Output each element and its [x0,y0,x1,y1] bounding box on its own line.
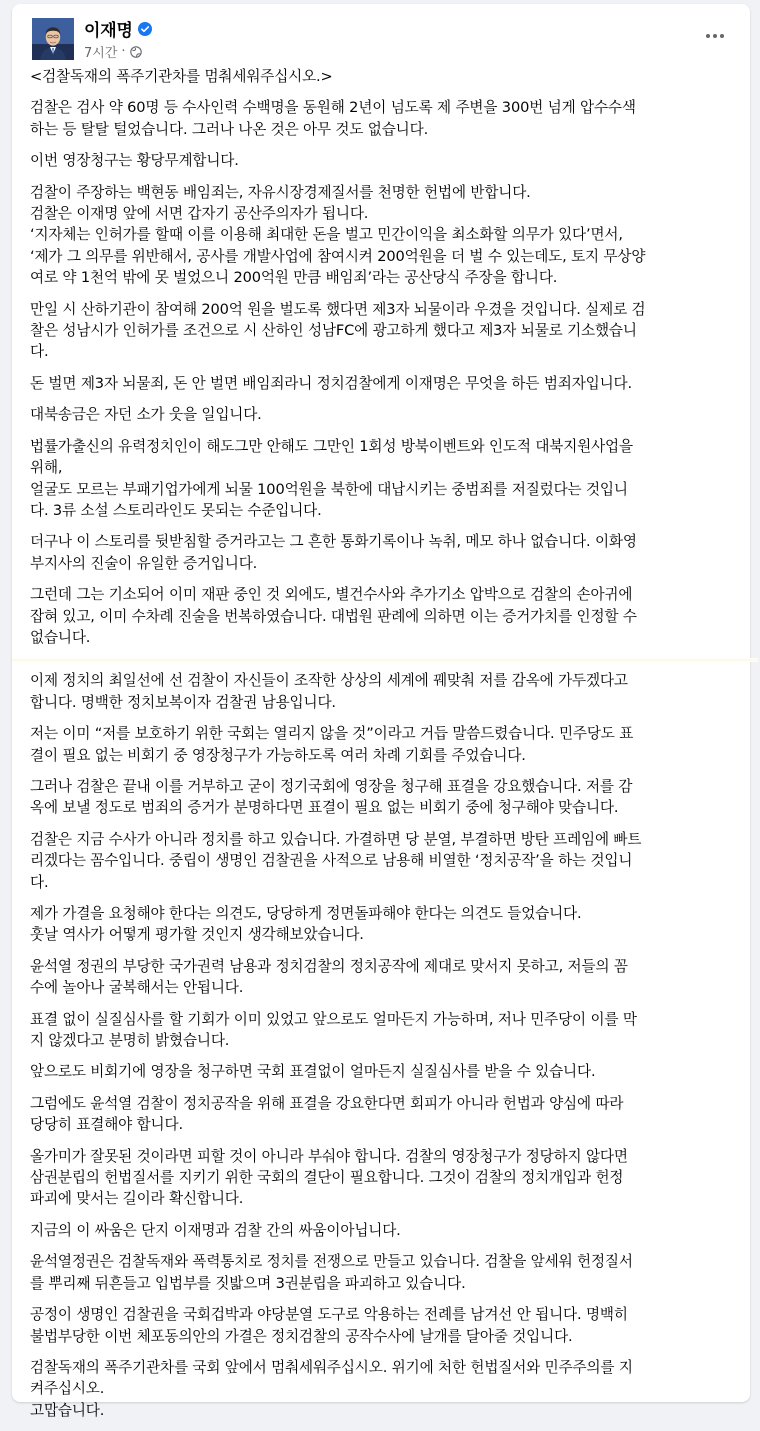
post-paragraph: 검찰독재의 폭주기관차를 국회 앞에서 멈춰세워주십시오. 위기에 처한 헌법질서와 민주주의를 지 켜주십시오. 고맙습니다. [30,1358,633,1419]
post-paragraph: 만일 시 산하기관이 참여해 200억 원을 벌도록 했다면 제3자 뇌물이라 우겼을 것입니다. 실제로 검 찰은 성남시가 인허가를 조건으로 시 산하인 성남FC에 광고하게 했다고 제3자 뇌물로 기소했습니 다. [30,300,646,361]
post-title: <검찰독재의 폭주기관차를 멈춰세워주십시오.> [30,68,333,85]
author-row [84,17,152,39]
post-paragraph: 공정이 생명인 검찰권을 국회겁박과 야당분열 도구로 악용하는 전례를 남겨선 안 됩니다. 명백히 불법부당한 이번 체포동의안의 가결은 정치검찰의 공작수사에 날개를 달아줄 것입니다. [30,1306,628,1345]
post-paragraph: 법률가출신의 유력정치인이 해도그만 안해도 그만인 1회성 방북이벤트와 인도적 대북지원사업을 위해, 얼굴도 모르는 부패기업가에게 뇌물 100억원을 북한에 대납시키는 중범죄를 저질렀다는 것입니 다. 3류 소설 스토리라인도 못되는 수준입니다. [30,437,633,519]
post-time[interactable]: 7시간 [84,46,118,61]
section-divider [12,658,758,662]
post-paragraph: 제가 가결을 요청해야 한다는 의견도, 당당하게 정면돌파해야 한다는 의견도 들었습니다. 훗날 역사가 어떻게 평가할 것인지 생각해보았습니다. [30,905,582,944]
post-paragraph: 그러나 검찰은 끝내 이를 거부하고 굳이 정기국회에 영장을 청구해 표결을 강요했습니다. 저를 감 옥에 보낼 정도로 범죄의 증거가 분명하다면 표결이 필요 없는 비회기 중에 청구해야 맞습니다. [30,777,633,817]
post-body [30,66,740,1431]
post-paragraph: 지금의 이 싸움은 단지 이재명과 검찰 간의 싸움이아닙니다. [30,1221,401,1239]
post-paragraph: 올가미가 잘못된 것이라면 피할 것이 아니라 부숴야 합니다. 검찰의 영장청구가 정당하지 않다면 삼권분립의 헌법질서를 지키기 위한 국회의 결단이 필요합니다. 그것이 검찰의 정치개입과 헌정 파괴에 맞서는 길이라 확신합니다. [30,1147,628,1208]
post-paragraph: 저는 이미 “저를 보호하기 위한 국회는 열리지 않을 것”이라고 거듭 말씀드렸습니다. 민주당도 표 결이 필요 없는 비회기 중 영장청구가 가능하도록 여러 차례 기회를 주었습니다. [30,725,634,764]
post-paragraph: 검찰이 주장하는 백현동 배임죄는, 자유시장경제질서를 천명한 헌법에 반합니다. 검찰은 이재명 앞에 서면 갑자기 공산주의자가 됩니다. ‘지자체는 인허가를 할때 이를 이용해 최대한 돈을 벌고 민간이익을 최소화할 의무가 있다’면서, ‘제가 그 의무를 위반해서, 공사를 개발사업에 참여시켜 200억원을 더 벌 수 있는데도, 토지 무상양 여로 약 1천억 밖에 못 벌었으니 200억원 만큼 배임죄’라는 공산당식 주장을 합니다. [30,183,646,287]
post-paragraph: 표결 없이 실질심사를 할 기회가 이미 있었고 앞으로도 얼마든지 가능하며, 저나 민주당이 이를 막 지 않겠다고 분명히 밝혔습니다. [30,1010,637,1050]
post-paragraph: 검찰은 검사 약 60명 등 수사인력 수백명을 동원해 2년이 넘도록 제 주변을 300번 넘게 압수수색 하는 등 탈탈 털었습니다. 그러나 나온 것은 아무 것도 없습니다. [30,99,636,138]
meta-separator: · [121,44,126,59]
post-paragraph: 윤석열정권은 검찰독재와 폭력통치로 정치를 전쟁으로 만들고 있습니다. 검찰을 앞세워 헌정질서 를 뿌리째 뒤흔들고 입법부를 짓밟으며 3권분립을 파괴하고 있습니다. [30,1253,633,1292]
post-paragraph: 더구나 이 스토리를 뒷받침할 증거라고는 그 흔한 통화기록이나 녹취, 메모 하나 없습니다. 이화영 부지사의 진술이 유일한 증거입니다. [30,533,637,572]
verified-badge-icon [138,21,152,35]
post-paragraph: 윤석열 정권의 부당한 국가권력 남용과 정치검찰의 정치공작에 제대로 맞서지 못하고, 저들의 꼼 수에 놀아나 굴복해서는 안됩니다. [30,957,628,997]
post-paragraph: 앞으로도 비회기에 영장을 청구하면 국회 표결없이 얼마든지 실질심사를 받을 수 있습니다. [30,1063,596,1081]
globe-icon[interactable] [130,46,142,58]
author-name[interactable]: 이재명 [84,20,133,41]
author-avatar[interactable] [32,18,74,60]
post-paragraph: 검찰은 지금 수사가 아니라 정치를 하고 있습니다. 가결하면 당 분열, 부결하면 방탄 프레임에 빠트 리겠다는 꼼수입니다. 중립이 생명인 검찰권을 사적으로 남용해 비열한 ‘정치공작’을 하는 것입니 다. [30,830,642,891]
post-meta [84,42,142,61]
post-paragraph: 그런데 그는 기소되어 이미 재판 중인 것 외에도, 별건수사와 추가기소 압박으로 검찰의 손아귀에 잡혀 있고, 이미 수차례 진술을 번복하였습니다. 대법원 판례에 의하면 이는 증거가치를 인정할 수 없습니다. [30,586,637,646]
post-paragraph: 이번 영장청구는 황당무계합니다. [30,152,239,170]
post-card [12,4,750,1419]
post-paragraph: 그럼에도 윤석열 검찰이 정치공작을 위해 표결을 강요한다면 회피가 아니라 헌법과 양심에 따라 당당히 표결해야 합니다. [30,1094,624,1134]
post-paragraph: 돈 벌면 제3자 뇌물죄, 돈 안 벌면 배임죄라니 정치검찰에게 이재명은 무엇을 하든 범죄자입니다. [30,374,632,392]
avatar-photo [32,18,74,60]
more-options-icon[interactable] [702,24,728,48]
post-paragraph: 이제 정치의 최일선에 선 검찰이 자신들이 조작한 상상의 세계에 꿰맞춰 저를 감옥에 가두겠다고 합니다. 명백한 정치보복이자 검찰권 남용입니다. [30,672,628,711]
post-paragraph: 대북송금은 자던 소가 웃을 일입니다. [30,406,262,424]
post-header [12,4,750,66]
